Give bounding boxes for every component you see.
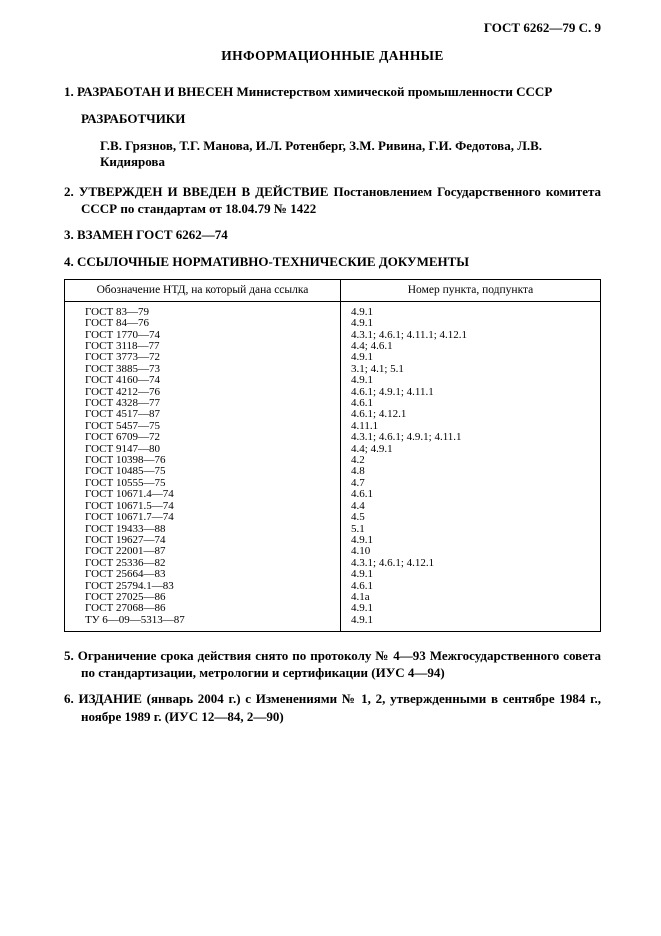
item-5-number: 5.	[64, 648, 74, 664]
table-row	[65, 489, 601, 500]
ntd-designation: ГОСТ 27025—86	[65, 592, 341, 603]
table-row	[65, 341, 601, 352]
clause-number: 4.9.1	[351, 603, 374, 615]
clause-number: 4.1а	[351, 591, 370, 603]
clause-number: 4.9.1	[351, 569, 374, 581]
item-3-number: 3.	[64, 227, 74, 243]
table-row	[65, 455, 601, 466]
table-row	[65, 387, 601, 398]
page-header-ref: ГОСТ 6262—79 С. 9	[483, 20, 601, 35]
developers-label: РАЗРАБОТЧИКИ	[81, 111, 186, 127]
ntd-designation: ГОСТ 9147—80	[65, 444, 341, 455]
item-3	[64, 226, 601, 243]
clause-number: 4.3.1; 4.6.1; 4.9.1; 4.11.1	[351, 432, 462, 444]
table-row	[65, 352, 601, 363]
item-2	[64, 183, 601, 217]
table-row	[65, 512, 601, 523]
table-row	[65, 569, 601, 580]
item-1-text: РАЗРАБОТАН И ВНЕСЕН Министерством химической промышленности СССР	[77, 84, 553, 99]
table-row	[65, 421, 601, 432]
table-row	[65, 409, 601, 420]
developers-names: Г.В. Грязнов, Т.Г. Манова, И.Л. Ротенберг, З.М. Ривина, Г.И. Федотова, Л.В. Кидиярова	[100, 138, 543, 170]
references-table	[64, 279, 601, 632]
ntd-designation: ГОСТ 22001—87	[65, 546, 341, 557]
table-row	[65, 301, 601, 318]
item-2-number: 2.	[64, 184, 74, 200]
clause-number: 4.4; 4.9.1	[351, 443, 393, 455]
clause-number: 4.9.1	[351, 305, 374, 318]
ntd-designation: ГОСТ 5457—75	[65, 421, 341, 432]
clause-number: 4.9.1	[351, 352, 374, 364]
table-row	[65, 603, 601, 614]
clause-number: 4.9.1	[351, 318, 374, 330]
clause-number: 4.3.1; 4.6.1; 4.11.1; 4.12.1	[351, 329, 468, 341]
item-5	[64, 647, 601, 681]
table-row	[65, 501, 601, 512]
clause-number: 4.4	[351, 500, 365, 512]
clause-number: 4.3.1; 4.6.1; 4.12.1	[351, 557, 435, 569]
clause-number: 4.4; 4.6.1	[351, 341, 393, 352]
table-row	[65, 581, 601, 592]
ntd-designation: ГОСТ 1770—74	[65, 330, 341, 341]
ntd-designation: ГОСТ 3118—77	[65, 341, 341, 352]
clause-number: 5.1	[351, 523, 365, 535]
table-header-clause: Номер пункта, подпункта	[341, 279, 601, 301]
ntd-designation: ТУ 6—09—5313—87	[65, 615, 341, 632]
clause-number: 4.6.1; 4.12.1	[351, 409, 407, 421]
clause-number: 4.6.1; 4.9.1; 4.11.1	[351, 386, 434, 398]
ntd-designation: ГОСТ 10485—75	[65, 466, 341, 477]
ntd-designation: ГОСТ 83—79	[65, 301, 341, 318]
clause-number: 4.8	[351, 466, 365, 478]
item-3-text: ВЗАМЕН ГОСТ 6262—74	[77, 227, 228, 243]
clause-number: 4.9.1	[351, 534, 374, 546]
item-6-number: 6.	[64, 691, 74, 707]
ntd-designation: ГОСТ 3773—72	[65, 352, 341, 363]
table-row	[65, 466, 601, 477]
clause-number: 4.10	[351, 546, 371, 558]
document-title: ИНФОРМАЦИОННЫЕ ДАННЫЕ	[221, 48, 444, 63]
clause-number: 4.5	[351, 512, 365, 524]
ntd-designation: ГОСТ 25794.1—83	[65, 581, 341, 592]
references-table-body	[65, 301, 601, 631]
table-row	[65, 478, 601, 489]
table-row	[65, 364, 601, 375]
table-row	[65, 546, 601, 557]
table-row	[65, 444, 601, 455]
table-row	[65, 524, 601, 535]
item-2-text: УТВЕРЖДЕН И ВВЕДЕН В ДЕЙСТВИЕ Постановлением Государственного комитета СССР по стандартам от 18.04.79 № 1422	[78, 184, 602, 217]
clause-number: 4.9.1	[351, 375, 374, 387]
ntd-designation: ГОСТ 4517—87	[65, 409, 341, 420]
clause-number: 4.7	[351, 477, 365, 489]
item-6	[64, 690, 601, 724]
item-6-text: ИЗДАНИЕ (январь 2004 г.) с Изменениями № 1, 2, утвержденными в сентябре 1984 г., ноябре 1989 г. (ИУС 12—84, 2—90)	[78, 691, 602, 724]
ntd-designation: ГОСТ 25664—83	[65, 569, 341, 580]
ntd-designation: ГОСТ 4328—77	[65, 398, 341, 409]
clause-number: 4.9.1	[351, 614, 374, 626]
ntd-designation: ГОСТ 10671.4—74	[65, 489, 341, 500]
item-4-number: 4.	[64, 253, 74, 269]
clause-number: 4.6.1	[351, 489, 374, 501]
ntd-designation: ГОСТ 10555—75	[65, 478, 341, 489]
table-row	[65, 330, 601, 341]
ntd-designation: ГОСТ 3885—73	[65, 364, 341, 375]
table-row	[65, 615, 601, 632]
clause-number: 4.2	[351, 455, 365, 467]
table-row	[65, 432, 601, 443]
table-header-designation: Обозначение НТД, на который дана ссылка	[65, 279, 341, 301]
table-row	[65, 535, 601, 546]
ntd-designation: ГОСТ 10671.7—74	[65, 512, 341, 523]
table-row	[65, 318, 601, 329]
table-header-row	[65, 279, 601, 301]
ntd-designation: ГОСТ 25336—82	[65, 558, 341, 569]
clause-number: 4.6.1	[351, 580, 374, 592]
ntd-designation: ГОСТ 19627—74	[65, 535, 341, 546]
clause-number: 4.11.1	[351, 420, 379, 432]
item-5-text: Ограничение срока действия снято по протоколу № 4—93 Межгосударственного совета по стандартизации, метрологии и сертификации (ИУС 4—94)	[77, 648, 602, 681]
table-row	[65, 375, 601, 386]
item-4-text: ССЫЛОЧНЫЕ НОРМАТИВНО-ТЕХНИЧЕСКИЕ ДОКУМЕНТЫ	[77, 253, 470, 269]
references-table-head	[65, 279, 601, 301]
table-row	[65, 558, 601, 569]
item-1	[64, 83, 601, 100]
table-row	[65, 398, 601, 409]
item-1-number: 1.	[64, 84, 74, 99]
ntd-designation: ГОСТ 4212—76	[65, 387, 341, 398]
ntd-designation: ГОСТ 6709—72	[65, 432, 341, 443]
ntd-designation: ГОСТ 10398—76	[65, 455, 341, 466]
table-row	[65, 592, 601, 603]
ntd-designation: ГОСТ 84—76	[65, 318, 341, 329]
ntd-designation: ГОСТ 27068—86	[65, 603, 341, 614]
clause-number: 3.1; 4.1; 5.1	[351, 363, 404, 375]
ntd-designation: ГОСТ 19433—88	[65, 524, 341, 535]
clause-number: 4.6.1	[351, 398, 374, 410]
item-4	[64, 253, 601, 270]
ntd-designation: ГОСТ 4160—74	[65, 375, 341, 386]
ntd-designation: ГОСТ 10671.5—74	[65, 501, 341, 512]
